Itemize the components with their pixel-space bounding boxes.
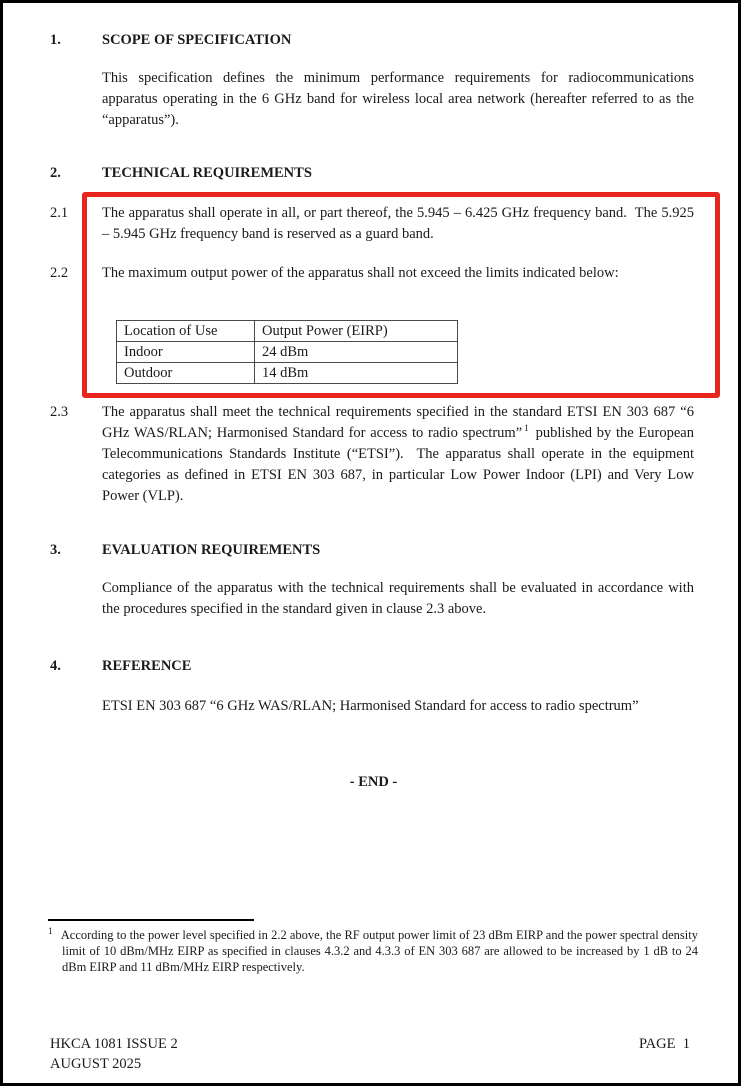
- clause-2-1-number: 2.1: [50, 205, 69, 221]
- footnote: [48, 927, 698, 975]
- section3-heading: EVALUATION REQUIREMENTS: [102, 542, 321, 558]
- table-row: [117, 342, 458, 363]
- footnote-number: 1: [48, 926, 53, 937]
- table-cell-location: Indoor: [117, 342, 255, 363]
- table-header-power: Output Power (EIRP): [255, 321, 458, 342]
- table-header-row: [117, 321, 458, 342]
- footer-issue: HKCA 1081 ISSUE 2: [50, 1036, 178, 1052]
- clause-2-3-text-after: published by the European Telecommunications Standards Institute (“ETSI”). The apparatus shall operate in the equipment categories as defined in ETSI EN 303 687, in particular Low Power Indoor (LPI) and Very Low Power (VLP).: [102, 425, 694, 504]
- table-header-location: Location of Use: [117, 321, 255, 342]
- clause-2-2-text: The maximum output power of the apparatus shall not exceed the limits indicated below:: [102, 265, 619, 281]
- table-row: [117, 363, 458, 384]
- section4-heading: REFERENCE: [102, 658, 192, 674]
- table-cell-location: Outdoor: [117, 363, 255, 384]
- footer-date: AUGUST 2025: [50, 1056, 142, 1072]
- clause-2-1-text: The apparatus shall operate in all, or part thereof, the 5.945 – 6.425 GHz frequency band. The 5.925 – 5.945 GHz frequency band is reserved as a guard band.: [102, 205, 694, 242]
- section1-heading: SCOPE OF SPECIFICATION: [102, 32, 292, 48]
- section4-body: ETSI EN 303 687 “6 GHz WAS/RLAN; Harmonised Standard for access to radio spectrum”: [102, 698, 639, 714]
- footnote-text: According to the power level specified in 2.2 above, the RF output power limit of 23 dBm EIRP and the power spectral density limit of 10 dBm/MHz EIRP as specified in clauses 4.3.2 and 4.3.3 of EN 303 687 are allowed to be increased by 1 dB to 24 dBm EIRP and 11 dBm/MHz EIRP respectively.: [60, 928, 698, 974]
- section1-body: This specification defines the minimum performance requirements for radiocommunications apparatus operating in the 6 GHz band for wireless local area network (hereafter referred to as the “apparatus”).: [102, 70, 694, 128]
- output-power-table: [116, 320, 458, 384]
- clause-2-3-text-before: The apparatus shall meet the technical requirements specified in the standard ETSI EN 303 687 “6 GHz WAS/RLAN; Harmonised Standard for access to radio spectrum”: [102, 404, 694, 441]
- footnote-separator: [48, 919, 254, 921]
- section4-number: 4.: [50, 658, 61, 674]
- clause-2-3-text: [102, 402, 694, 507]
- clause-2-2-number: 2.2: [50, 265, 69, 281]
- section1-number: 1.: [50, 32, 61, 48]
- table-cell-power: 24 dBm: [255, 342, 458, 363]
- section2-heading: TECHNICAL REQUIREMENTS: [102, 165, 312, 181]
- end-marker: - END -: [349, 774, 398, 790]
- section2-number: 2.: [50, 165, 61, 181]
- footer-page-number: PAGE 1: [638, 1036, 690, 1052]
- footer-document-id: [50, 1034, 178, 1074]
- table-cell-power: 14 dBm: [255, 363, 458, 384]
- section3-number: 3.: [50, 542, 61, 558]
- footnote-reference-mark: 1: [524, 424, 529, 435]
- clause-2-3-number: 2.3: [50, 404, 69, 420]
- section3-body: Compliance of the apparatus with the technical requirements shall be evaluated in accordance with the procedures specified in the standard given in clause 2.3 above.: [102, 580, 694, 617]
